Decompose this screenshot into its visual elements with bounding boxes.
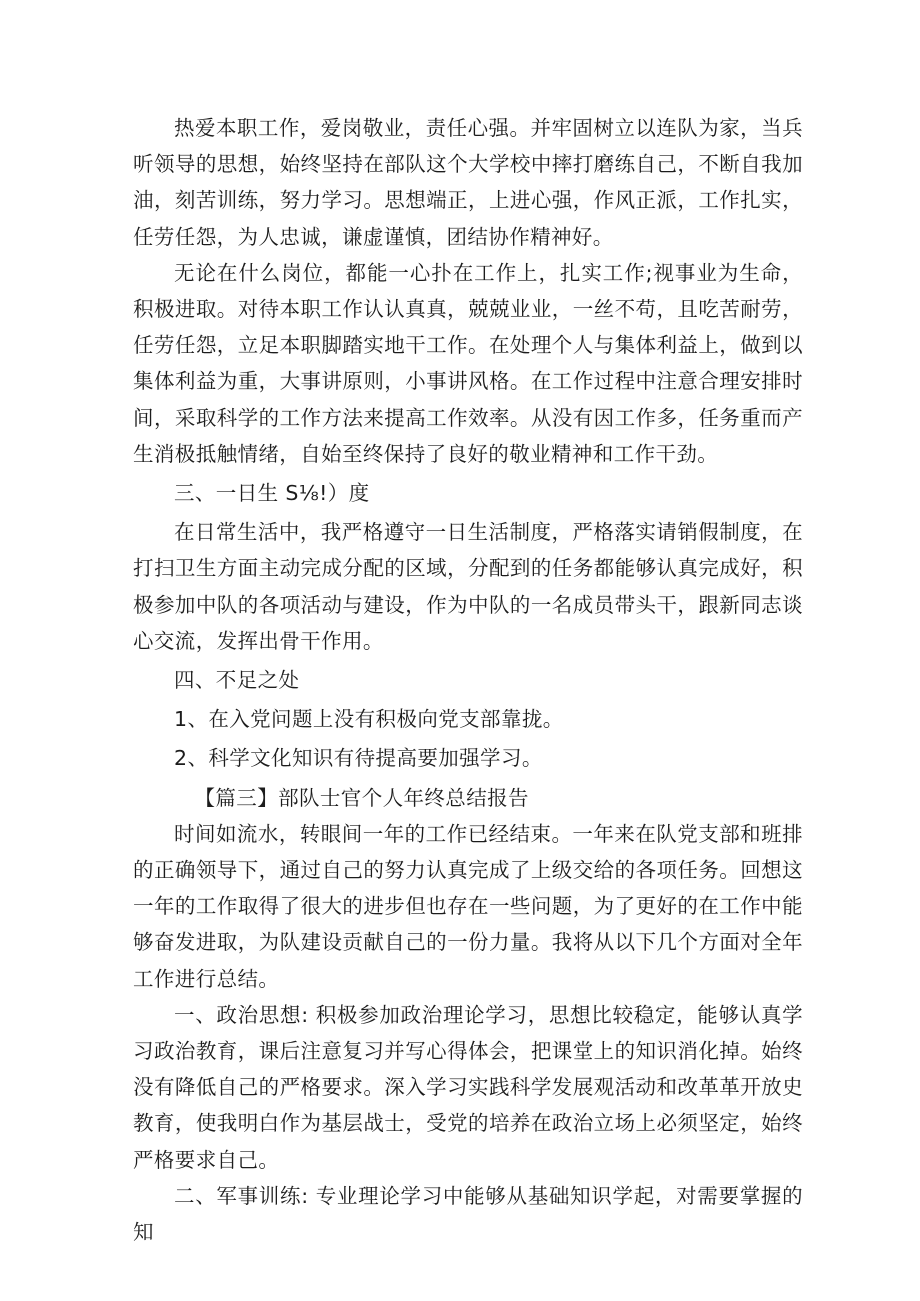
paragraph-intro: 时间如流水，转眼间一年的工作已经结束。一年来在队党支部和班排的正确领导下，通过自己的努力认真完成了上级交给的各项任务。回想这一年的工作取得了很大的进步但也存在一些问题，为了更好的在工作中能够奋发进取，为队建设贡献自己的一份力量。我将从以下几个方面对全年工作进行总结。 <box>133 821 803 991</box>
list-item-2: 2、科学文化知识有待提高要加强学习。 <box>174 746 543 771</box>
heading-daily-life: 三、一日生 S⅛!）度 <box>174 481 370 506</box>
paragraph-military: 二、军事训练: 专业理论学习中能够从基础知识学起，对需要掌握的知 <box>133 1183 803 1245</box>
document-body <box>133 110 803 1250</box>
section-title: 【篇三】部队士官个人年终总结报告 <box>194 785 529 810</box>
paragraph-work-attitude: 热爱本职工作，爱岗敬业，责任心强。并牢固树立以连队为家，当兵听领导的思想，始终坚持在部队这个大学校中摔打磨练自己，不断自我加油，刻苦训练，努力学习。思想端正，上进心强，作风正派，工作扎实，任劳任怨，为人忠诚，谦虚谨慎，团结协作精神好。 <box>133 116 803 249</box>
list-item-1: 1、在入党问题上没有积极向党支部靠拢。 <box>174 707 564 732</box>
paragraph-dedication: 无论在什么岗位，都能一心扑在工作上，扎实工作;视事业为生命，积极进取。对待本职工作认认真真，兢兢业业，一丝不苟，且吃苦耐劳，任劳任怨，立足本职脚踏实地干工作。在处理个人与集体利益上，做到以集体利益为重，大事讲原则，小事讲风格。在工作过程中注意合理安排时间，采取科学的工作方法来提高工作效率。从没有因工作多，任务重而产生消极抵触情绪，自始至终保持了良好的敬业精神和工作干劲。 <box>133 260 803 466</box>
paragraph-daily-life: 在日常生活中，我严格遵守一日生活制度，严格落实请销假制度，在打扫卫生方面主动完成分配的区域，分配到的任务都能够认真完成好，积极参加中队的各项活动与建设，作为中队的一名成员带头干，跟新同志谈心交流，发挥出骨干作用。 <box>133 520 803 653</box>
heading-shortcomings: 四、不足之处 <box>174 668 300 693</box>
paragraph-political: 一、政治思想: 积极参加政治理论学习，思想比较稳定，能够认真学习政治教育，课后注意复习并写心得体会，把课堂上的知识消化掉。始终没有降低自己的严格要求。深入学习实践科学发展观活动和改革革开放史教育，使我明白作为基层战士，受党的培养在政治立场上必须坚定，始终严格要求自己。 <box>133 1002 803 1172</box>
